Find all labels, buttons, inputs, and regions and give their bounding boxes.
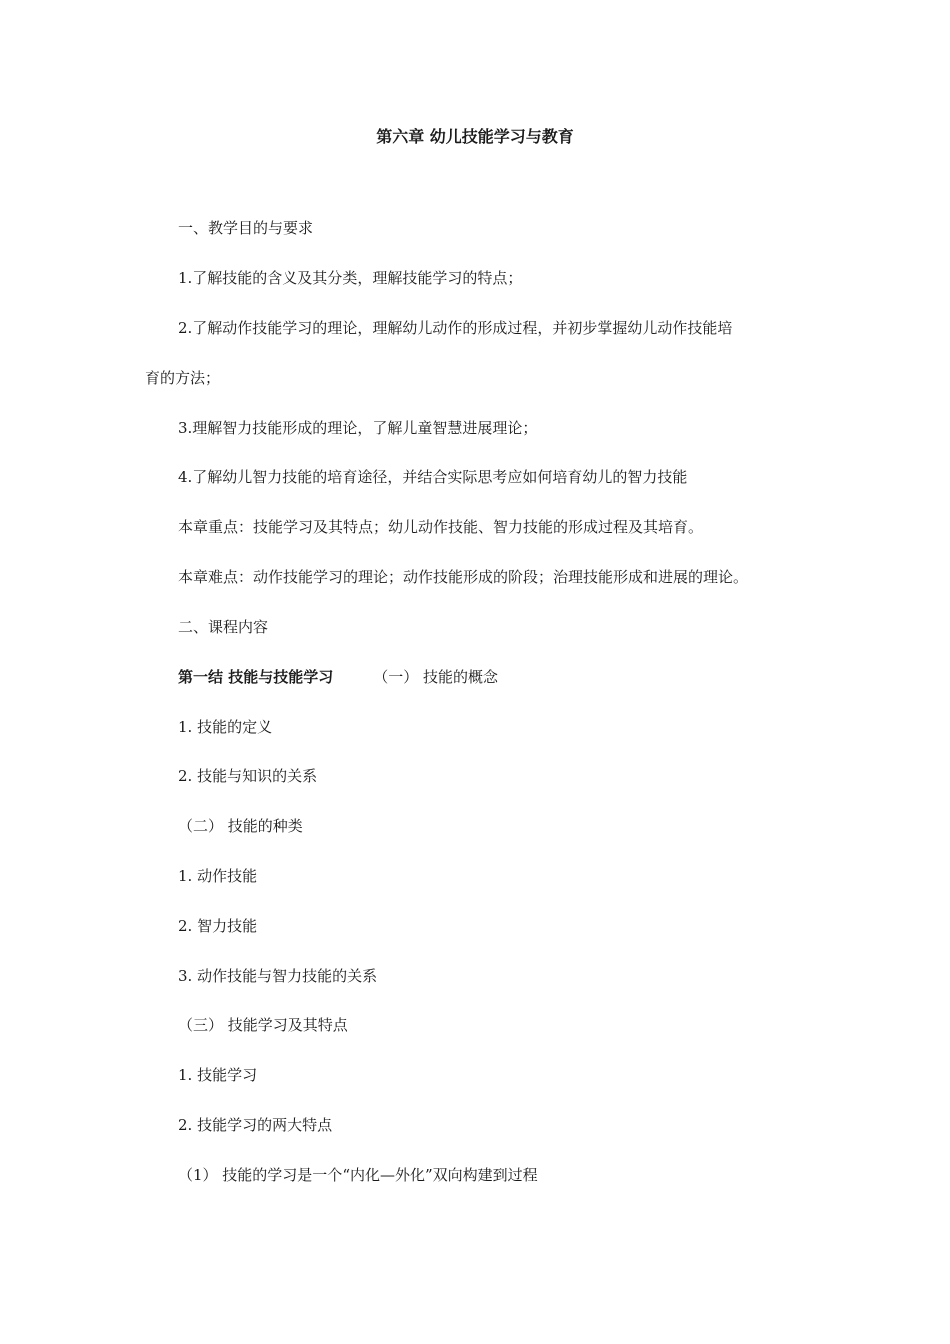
list-item: 1. 动作技能 <box>178 867 258 885</box>
list-item: 2. 智力技能 <box>178 917 258 935</box>
subsection-heading: （三） 技能学习及其特点 <box>178 1016 348 1034</box>
objective-2: 2.了解动作技能学习的理论，理解幼儿动作的形成过程，并初步掌握幼儿动作技能培 <box>178 319 733 337</box>
list-item: 1. 技能的定义 <box>178 718 273 736</box>
subsection-heading: （二） 技能的种类 <box>178 817 303 835</box>
section-heading: 第一结 技能与技能学习 <box>178 668 334 686</box>
chapter-title: 第六章 幼儿技能学习与教育 <box>376 127 574 146</box>
objectives-heading: 一、教学目的与要求 <box>178 219 314 237</box>
list-item: 2. 技能学习的两大特点 <box>178 1116 333 1134</box>
objective-1: 1.了解技能的含义及其分类，理解技能学习的特点； <box>178 269 523 287</box>
course-content-heading: 二、课程内容 <box>178 618 269 636</box>
objective-3: 3.理解智力技能形成的理论，了解儿童智慧进展理论； <box>178 419 538 437</box>
objective-4: 4.了解幼儿智力技能的培育途径，并结合实际思考应如何培育幼儿的智力技能 <box>178 468 688 486</box>
objective-2-continued: 育的方法； <box>145 369 221 387</box>
subsection-heading: （一） 技能的概念 <box>373 668 499 686</box>
list-item: 1. 技能学习 <box>178 1066 258 1084</box>
list-item: 3. 动作技能与智力技能的关系 <box>178 967 378 985</box>
list-item: 2. 技能与知识的关系 <box>178 767 318 785</box>
list-item: （1） 技能的学习是一个“内化—外化”双向构建到过程 <box>178 1166 538 1184</box>
key-points: 本章重点：技能学习及其特点；幼儿动作技能、智力技能的形成过程及其培育。 <box>178 518 704 536</box>
section-heading-row <box>178 667 498 687</box>
difficult-points: 本章难点：动作技能学习的理论；动作技能形成的阶段；治理技能形成和进展的理论。 <box>178 568 749 586</box>
